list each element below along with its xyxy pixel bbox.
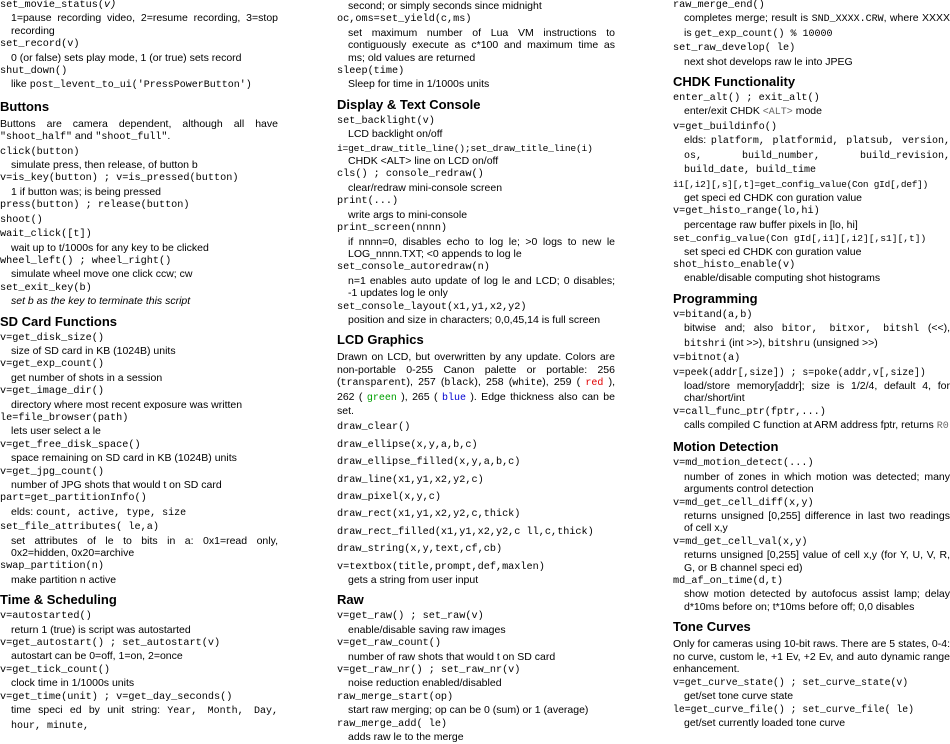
function-signature: v=get_autostart() ; set_autostart(v) (0, 638, 221, 650)
function-description: if nnnn=0, disables echo to log le; >0 logs to new le LOG_nnnn.TXT; <0 appends to log le (348, 235, 615, 260)
function-signature: le=file_browser(path) (0, 412, 129, 424)
function-signature: v=textbox(title,prompt,def,maxlen) (337, 561, 545, 573)
function-signature: raw_merge_add( le) (337, 718, 448, 730)
function-signature: v=call_func_ptr(fptr,...) (673, 406, 826, 418)
function-signature: v=is_key(button) ; v=is_pressed(button) (0, 173, 239, 185)
function-description: completes merge; result is SND_XXXX.CRW, where XXXX is get_exp_count() % 10000 (684, 12, 950, 40)
function-description: n=1 enables auto update of log le and LCD; 0 disables; -1 updates log le only (348, 274, 615, 300)
function-signature: draw_clear() (337, 422, 411, 434)
function-description: load/store memory[addr]; size is 1/2/4, default 4, for char/short/int (684, 379, 950, 405)
function-signature: v=get_histo_range(lo,hi) (673, 206, 820, 218)
function-description: number of raw shots that would t on SD card (348, 650, 556, 663)
function-description: wait up to t/1000s for any key to be clicked (11, 241, 209, 254)
function-description: simulate press, then release, of button b (11, 159, 198, 172)
function-signature: raw_merge_end() (673, 0, 765, 11)
function-signature: shot_histo_enable(v) (673, 259, 796, 271)
function-description: show motion detected by autofocus assist lamp; delay d*10ms before on; t*10ms before off; 0,0 disables (684, 588, 950, 613)
function-description: start raw merging; op can be 0 (sum) or 1 (average) (348, 704, 589, 717)
function-description: set attributes of le to bits in a: 0x1=read only, 0x2=hidden, 0x20=archive (11, 534, 278, 560)
column-1 (0, 0, 278, 733)
function-signature: draw_ellipse(x,y,a,b,c) (337, 439, 478, 451)
function-signature: v=md_motion_detect(...) (673, 458, 814, 470)
function-signature: v=get_disk_size() (0, 332, 104, 344)
function-description: bitwise and; also bitor, bitxor, bitshl (<<), bitshri (int >>), bitshru (unsigned >>) (684, 322, 950, 350)
section-heading-tone-curves: Tone Curves (673, 619, 751, 635)
function-signature: draw_line(x1,y1,x2,y2,c) (337, 474, 484, 486)
function-signature: set_record(v) (0, 39, 80, 51)
section-heading-programming: Programming (673, 290, 758, 306)
function-signature: cls() ; console_redraw() (337, 169, 484, 181)
function-description: get number of shots in a session (11, 371, 163, 384)
column-2 (337, 0, 615, 744)
function-description: directory where most recent exposure was written (11, 398, 243, 411)
function-signature: shut_down() (0, 66, 68, 78)
function-signature: i1[,i2][,s][,t]=get_config_value(Con gId[,def]) (673, 179, 929, 191)
function-description: Sleep for time in 1/1000s units (348, 78, 490, 91)
function-signature: print(...) (337, 196, 399, 208)
function-description: autostart can be 0=off, 1=on, 2=once (11, 650, 183, 663)
function-description: like post_levent_to_ui('PressPowerButton') (11, 78, 252, 92)
function-signature: set_exit_key(b) (0, 282, 92, 294)
function-signature: print_screen(nnnn) (337, 223, 448, 235)
function-signature: v=autostarted() (0, 611, 92, 623)
function-description: get/set tone curve state (684, 689, 794, 702)
function-description: space remaining on SD card in KB (1024B) units (11, 452, 237, 465)
function-signature: sleep(time) (337, 66, 405, 78)
function-signature: draw_ellipse_filled(x,y,a,b,c) (337, 457, 521, 469)
function-description: elds: platform, platformid, platsub, version, os, build_number, build_revision, build_date, build_time (684, 134, 950, 177)
function-description: 0 (or false) sets play mode, 1 (or true) sets record (11, 51, 242, 64)
function-description: enter/exit CHDK <ALT> mode (684, 105, 822, 119)
function-signature: md_af_on_time(d,t) (673, 576, 784, 588)
function-signature: v=get_raw() ; set_raw(v) (337, 611, 484, 623)
function-description: elds: count, active, type, size (11, 505, 187, 519)
function-description: size of SD card in KB (1024B) units (11, 344, 176, 357)
function-description: noise reduction enabled/disabled (348, 677, 502, 690)
function-signature: v=get_free_disk_space() (0, 439, 141, 451)
function-signature: v=get_raw_count() (337, 638, 441, 650)
function-description: get/set currently loaded tone curve (684, 716, 846, 729)
function-signature: press(button) ; release(button) (0, 200, 190, 212)
function-signature: set_raw_develop( le) (673, 43, 796, 55)
function-description: LCD backlight on/off (348, 128, 443, 141)
function-signature: v=get_exp_count() (0, 359, 104, 371)
section-heading-chdk: CHDK Functionality (673, 74, 796, 90)
function-signature: le=get_curve_file() ; set_curve_file( le) (673, 704, 915, 716)
function-description: returns unsigned [0,255] value of cell x,y (for Y, U, V, R, G, or B channel speci ed) (684, 549, 950, 574)
function-description: set speci ed CHDK con guration value (684, 245, 862, 258)
function-signature: v=get_jpg_count() (0, 466, 104, 478)
function-description: clear/redraw mini-console screen (348, 181, 503, 194)
function-description: clock time in 1/1000s units (11, 677, 135, 690)
function-signature: wheel_left() ; wheel_right() (0, 255, 172, 267)
function-signature: v=bitand(a,b) (673, 309, 753, 321)
function-signature: set_file_attributes( le,a) (0, 522, 159, 534)
section-intro: Drawn on LCD, but overwritten by any update. Colors are non-portable 0-255 Canon palette or portable: 256 (transparent), 257 (black), 258 (white), 259 ( red ), 262 ( green ), 265 ( blue ). Edge thickness also can be set. (337, 351, 615, 417)
section-heading-raw: Raw (337, 592, 364, 608)
function-signature: v=get_curve_state() ; set_curve_state(v) (673, 677, 909, 689)
function-signature: v=get_buildinfo() (673, 121, 777, 133)
function-description: CHDK <ALT> line on LCD on/off (348, 155, 499, 168)
function-description: lets user select a le (11, 425, 101, 438)
function-signature: shoot() (0, 214, 43, 226)
function-signature: click(button) (0, 146, 80, 158)
function-signature: swap_partition(n) (0, 561, 104, 573)
function-signature: draw_rect_filled(x1,y1,x2,y2,c ll,c,thick) (337, 526, 594, 538)
function-signature: draw_pixel(x,y,c) (337, 492, 441, 503)
function-signature: raw_merge_start(op) (337, 691, 454, 703)
function-signature: set_console_layout(x1,y1,x2,y2) (337, 301, 527, 313)
function-description: gets a string from user input (348, 574, 479, 587)
function-signature: i=get_draw_title_line();set_draw_title_line(i) (337, 142, 593, 154)
function-signature: set_movie_status(v) (0, 0, 117, 11)
section-heading-time: Time & Scheduling (0, 592, 117, 608)
section-heading-buttons: Buttons (0, 98, 50, 114)
function-description: make partition n active (11, 573, 117, 586)
function-description: percentage raw buffer pixels in [lo, hi] (684, 218, 858, 231)
function-description: enable/disable computing shot histograms (684, 272, 881, 285)
function-signature: enter_alt() ; exit_alt() (673, 93, 820, 105)
function-signature: v=get_time(unit) ; v=get_day_seconds() (0, 691, 233, 703)
function-description: set maximum number of Lua VM instructions to contiguously execute as c*100 and maximum time as ms; old values are returned (348, 26, 615, 64)
column-3 (673, 0, 950, 729)
function-description: enable/disable saving raw images (348, 623, 506, 636)
function-signature: set_console_autoredraw(n) (337, 262, 490, 274)
section-intro: Only for cameras using 10-bit raws. There are 5 states, 0-4: no curve, custom le, +1 Ev, +2 Ev, and auto dynamic range enhancement. (673, 638, 950, 676)
function-signature: v=peek(addr[,size]) ; s=poke(addr,v[,size]) (673, 367, 926, 379)
function-description: 1=pause recording video, 2=resume recording, 3=stop recording (11, 12, 278, 37)
function-description: position and size in characters; 0,0,45,14 is full screen (348, 313, 601, 326)
function-signature: v=bitnot(a) (673, 352, 741, 364)
function-signature: set_backlight(v) (337, 115, 435, 127)
function-signature: v=get_tick_count() (0, 664, 111, 676)
function-description: number of JPG shots that would t on SD card (11, 479, 222, 491)
function-signature: draw_rect(x1,y1,x2,y2,c,thick) (337, 509, 521, 521)
function-signature: set_config_value(Con gId[,i1][,i2][,s1][,t]) (673, 233, 927, 245)
function-signature: v=get_image_dir() (0, 386, 104, 398)
function-description: write args to mini-console (348, 208, 468, 221)
function-description: set b as the key to terminate this script (11, 295, 191, 308)
function-description: 1 if button was; is being pressed (11, 185, 162, 198)
function-description: calls compiled C function at ARM address fptr, returns R0 (684, 418, 949, 432)
function-signature: draw_string(x,y,text,cf,cb) (337, 544, 503, 556)
function-signature: wait_click([t]) (0, 229, 92, 241)
function-signature: v=md_get_cell_diff(x,y) (673, 497, 814, 509)
function-signature: part=get_partitionInfo() (0, 493, 147, 505)
function-signature: v=get_raw_nr() ; set_raw_nr(v) (337, 665, 521, 677)
section-heading-motion: Motion Detection (673, 439, 779, 455)
function-description: next shot develops raw le into JPEG (684, 55, 853, 68)
function-description: number of zones in which motion was detected; many arguments control detection (684, 470, 950, 496)
function-description: return 1 (true) is script was autostarted (11, 623, 191, 636)
function-description: returns unsigned [0,255] difference in last two readings of cell x,y (684, 510, 950, 535)
function-description: get speci ed CHDK con guration value (684, 191, 863, 204)
function-description: second; or simply seconds since midnight (348, 0, 542, 12)
function-description: simulate wheel move one click ccw; cw (11, 268, 193, 281)
function-signature: v=md_get_cell_val(x,y) (673, 536, 808, 548)
section-intro: Buttons are camera dependent, although all have "shoot_half" and "shoot_full". (0, 117, 278, 144)
function-description: adds raw le to the merge (348, 731, 464, 744)
section-heading-lcd: LCD Graphics (337, 332, 424, 348)
section-heading-sd-card: SD Card Functions (0, 313, 118, 329)
function-description: time speci ed by unit string: Year, Month, Day, hour, minute, (11, 704, 278, 732)
section-heading-display: Display & Text Console (337, 96, 481, 112)
function-signature: oc,oms=set_yield(c,ms) (337, 14, 472, 26)
